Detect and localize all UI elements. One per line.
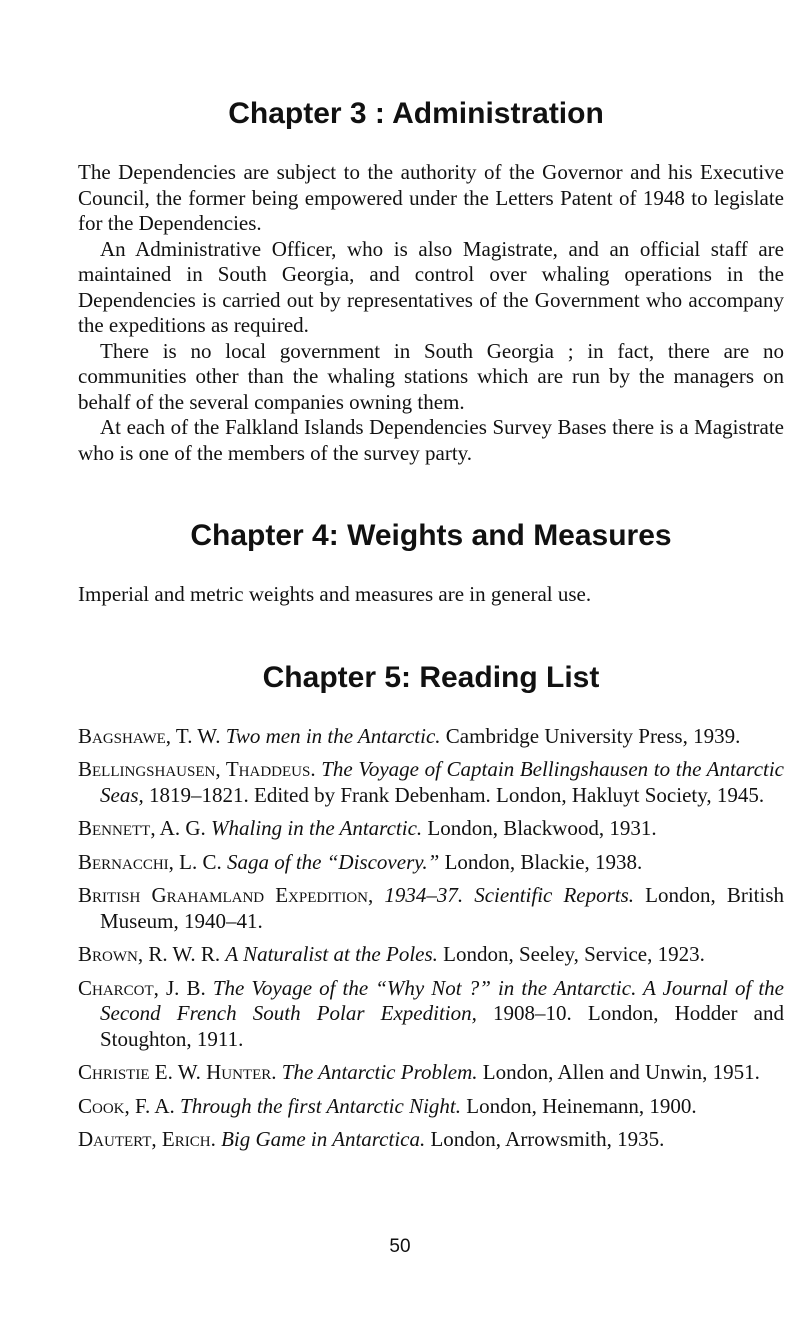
reference-item — [78, 724, 784, 750]
reference-details: London, Blackie, 1938. — [444, 849, 643, 874]
reference-item — [78, 850, 784, 876]
reference-author: British Grahamland Expedition, — [78, 883, 374, 907]
reference-item — [78, 942, 784, 968]
reference-details: London, Heinemann, 1900. — [466, 1093, 697, 1118]
reference-details: London, Arrowsmith, 1935. — [430, 1127, 665, 1151]
reference-author: Brown, R. W. R. — [78, 942, 221, 966]
chapter-4-section — [78, 518, 784, 608]
reference-title: The Voyage of Captain Bellingshausen to the Antarctic Seas, — [100, 757, 784, 807]
chapter-5-section — [78, 660, 784, 1153]
reference-details: Cambridge University Press, 1939. — [445, 723, 741, 748]
reference-item — [78, 1060, 784, 1086]
reference-title: The Antarctic Problem. — [281, 1060, 478, 1084]
reference-author: Bernacchi, L. C. — [78, 849, 222, 874]
reference-title: Whaling in the Antarctic. — [211, 816, 423, 840]
reference-item — [78, 1094, 784, 1120]
reference-title: Two men in the Antarctic. — [225, 723, 441, 748]
reference-author: Bellingshausen, Thaddeus. — [78, 757, 316, 781]
reference-author: Christie E. W. Hunter. — [78, 1060, 277, 1084]
page-number: 50 — [389, 1236, 411, 1257]
chapter-5-heading: Chapter 5: Reading List — [262, 660, 600, 694]
reference-details: 1908–10. London, Hodder and Stoughton, 1911. — [100, 1001, 784, 1051]
chapter-3-heading: Chapter 3 : Administration — [228, 97, 604, 130]
reference-author: Dautert, Erich. — [78, 1127, 216, 1151]
paragraph: Imperial and metric weights and measures are in general use. — [78, 582, 592, 606]
reference-details: 1819–1821. Edited by Frank Debenham. London, Hakluyt Society, 1945. — [149, 782, 765, 807]
reference-author: Charcot, J. B. — [78, 975, 206, 1000]
reference-author: Bagshawe, T. W. — [78, 723, 221, 748]
chapter-3-body — [78, 160, 784, 466]
reference-item — [78, 816, 784, 842]
paragraph: An Administrative Officer, who is also Magistrate, and an official staff are maintained in South Georgia, and control over whaling operations in the Dependencies is carried out by representatives of the Government who accompany the expeditions as required. — [78, 236, 784, 337]
reference-details: London, Allen and Unwin, 1951. — [482, 1060, 760, 1084]
reference-title: Through the first Antarctic Night. — [180, 1093, 462, 1118]
reference-item — [78, 1127, 784, 1153]
reference-details: London, Seeley, Service, 1923. — [443, 942, 705, 966]
paragraph: The Dependencies are subject to the authority of the Governor and his Executive Council, the former being empowered under the Letters Patent of 1948 to legislate for the Dependencies. — [78, 160, 784, 235]
reading-list — [78, 724, 784, 1153]
reference-title: Saga of the “Discovery.” — [227, 849, 440, 874]
reference-item — [78, 883, 784, 934]
reference-title: The Voyage of the “Why Not ?” in the Antarctic. A Journal of the Second French South Polar Expedition, — [100, 975, 784, 1025]
reference-author: Bennett, A. G. — [78, 816, 206, 840]
reference-title: 1934–37. Scientific Reports. — [384, 883, 635, 907]
reference-item — [78, 757, 784, 808]
page-content — [78, 96, 784, 1161]
reference-item — [78, 976, 784, 1053]
reference-title: Big Game in Antarctica. — [221, 1127, 426, 1151]
paragraph: There is no local government in South Georgia ; in fact, there are no communities other than the whaling stations which are run by the managers on behalf of the several companies owning them. — [78, 338, 784, 414]
chapter-4-heading: Chapter 4: Weights and Measures — [190, 519, 672, 552]
reference-details: London, British Museum, 1940–41. — [100, 883, 785, 933]
reference-author: Cook, F. A. — [78, 1093, 175, 1118]
reference-details: London, Blackwood, 1931. — [427, 816, 657, 840]
reference-title: A Naturalist at the Poles. — [225, 942, 438, 966]
paragraph: At each of the Falkland Islands Dependencies Survey Bases there is a Magistrate who is one of the members of the survey party. — [78, 415, 784, 465]
